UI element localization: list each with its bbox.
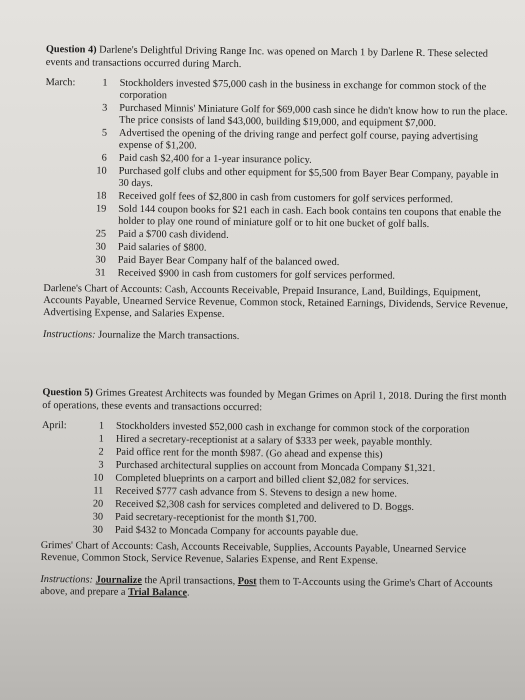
transaction-day: 30 (92, 511, 104, 523)
month-label (42, 446, 74, 458)
transaction-text: Paid secretary-receptionist for the month $1,700. (114, 511, 317, 525)
month-label (44, 228, 76, 240)
transaction-text: Received $900 in cash from customers for golf services performed. (117, 267, 396, 282)
transaction-text: Paid salaries of $800. (117, 241, 207, 254)
month-label (41, 485, 73, 497)
q4-title: Question 4) (45, 44, 97, 56)
transaction-day: 3 (98, 459, 104, 471)
q5-instr-end: . (186, 587, 190, 599)
transaction-text: Paid cash $2,400 for a 1-year insurance policy. (118, 152, 312, 166)
transaction-row (44, 203, 509, 232)
transaction-day: 1 (98, 420, 105, 432)
transaction-day: 30 (95, 241, 106, 253)
q5-instr-trial-balance: Trial Balance (127, 586, 188, 599)
q5-instructions (40, 574, 505, 603)
transaction-day: 20 (92, 498, 104, 510)
month-label (44, 241, 76, 253)
transaction-day: 11 (93, 485, 104, 497)
month-label: April: (41, 419, 67, 432)
q4-instructions-label: Instructions: (42, 328, 96, 341)
worksheet (40, 44, 511, 603)
transaction-row (45, 127, 510, 156)
transaction-day: 5 (101, 127, 108, 139)
transaction-day: 30 (92, 524, 103, 536)
transaction-day: 19 (95, 203, 107, 215)
q5-instr-mid1: the April transactions, (144, 575, 236, 588)
month-label (41, 511, 73, 523)
month-label (44, 254, 76, 266)
q4-chart-of-accounts: Darlene's Chart of Accounts: Cash, Accounts Receivable, Prepaid Insurance, Land, Buildings, Equipment, Accounts Payable, Unearned Service Revenue, Common stock, Retained Earnings, Dividends, Service Revenue, Advertising Expense, and Salaries Expense. (43, 282, 509, 320)
q5-title: Question 5) (42, 386, 94, 399)
month-label (44, 203, 76, 227)
month-label (42, 459, 74, 471)
q5-header (42, 387, 507, 417)
transaction-text: Paid a $700 cash dividend. (117, 228, 229, 241)
month-label (44, 165, 76, 189)
q4-header (46, 44, 511, 74)
transaction-row (44, 165, 509, 194)
transaction-text: Purchased Minnis' Miniature Golf for $69,000 cash since he didn't know how to run the place. The price consists of land $43,000, building $19,000, and equipment $7,000. (119, 102, 508, 130)
transaction-row (45, 77, 510, 106)
month-label (45, 127, 77, 151)
transaction-day: 25 (95, 228, 107, 240)
transaction-day: 1 (98, 433, 104, 445)
month-label (41, 472, 73, 484)
month-label (45, 102, 77, 126)
transaction-text: Advertised the opening of the driving range and perfect golf course, paying advertising expense of $1,200. (118, 127, 478, 152)
transaction-day: 1 (102, 77, 108, 89)
q5-instructions-label: Instructions: (40, 573, 94, 586)
month-label (41, 498, 73, 510)
month-label (41, 524, 73, 536)
q5-intro: Grimes Greatest Architects was founded by Megan Grimes on April 1, 2018. During the first month of operations, these events and transactions occurred: (42, 387, 507, 413)
month-label (45, 152, 77, 164)
transaction-text: Purchased golf clubs and other equipment for $5,500 from Bayer Bear Company, payable in 30 days. (118, 165, 499, 190)
transaction-day: 10 (93, 472, 104, 484)
q5-instr-journalize: Journalize (95, 574, 143, 587)
transaction-day: 18 (96, 190, 107, 202)
transaction-day: 2 (98, 446, 104, 458)
transaction-day: 10 (96, 165, 107, 177)
q4-instructions (43, 329, 508, 346)
transaction-text: Stockholders invested $75,000 cash in the business in exchange for common stock of the corporation (119, 77, 487, 102)
q5-instr-mid2: them to T-Accounts using the Grime's Chart of Accounts above, and prepare a (40, 576, 493, 598)
month-label (44, 267, 76, 279)
month-label: March: (45, 76, 76, 89)
transaction-day: 30 (95, 254, 106, 266)
transaction-row (45, 102, 510, 131)
q5-instr-post: Post (237, 576, 257, 588)
q4-instructions-text: Journalize the March transactions. (98, 329, 240, 343)
transaction-day: 31 (95, 267, 106, 279)
q5-transactions (41, 420, 507, 541)
q4-intro: Darlene's Delightful Driving Range Inc. was opened on March 1 by Darlene R. These selected events and transactions occurred during March. (45, 44, 489, 70)
transaction-text: Paid office rent for the month $987. (Go ahead and expense this) (115, 446, 383, 461)
transaction-text: Received $2,308 cash for services completed and delivered to D. Boggs. (115, 498, 415, 513)
transaction-text: Completed blueprints on a carport and billed client $2,082 for services. (115, 472, 409, 487)
transaction-day: 6 (101, 152, 107, 164)
transaction-text: Hired a secretary-receptionist at a salary of $333 per week, payable monthly. (115, 433, 433, 449)
month-label (42, 433, 74, 445)
transaction-text: Received $777 cash advance from S. Stevens to design a new home. (115, 485, 398, 500)
question-5 (40, 387, 507, 603)
transaction-text: Sold 144 coupon books for $21 each in cash. Each book contains ten coupons that enable the holder to play one round of miniature golf or to hit one bucket of golf balls. (118, 203, 502, 231)
question-4 (43, 44, 511, 346)
transaction-text: Purchased architectural supplies on account from Moncada Company $1,321. (115, 459, 436, 475)
transaction-day: 3 (102, 102, 108, 114)
q4-transactions (44, 77, 511, 284)
month-label (44, 190, 76, 202)
transaction-text: Paid Bayer Bear Company half of the balanced owed. (117, 254, 340, 269)
transaction-text: Paid $432 to Moncada Company for accounts payable due. (114, 524, 359, 539)
q5-chart-of-accounts: Grimes' Chart of Accounts: Cash, Accounts Receivable, Supplies, Accounts Payable, Unearned Service Revenue, Common Stock, Service Revenue, Salaries Expense, and Rent Expense. (40, 539, 467, 567)
transaction-text: Stockholders invested $52,000 cash in exchange for common stock of the corporation (115, 420, 470, 436)
transaction-text: Received golf fees of $2,800 in cash from customers for golf services performed. (118, 190, 453, 206)
